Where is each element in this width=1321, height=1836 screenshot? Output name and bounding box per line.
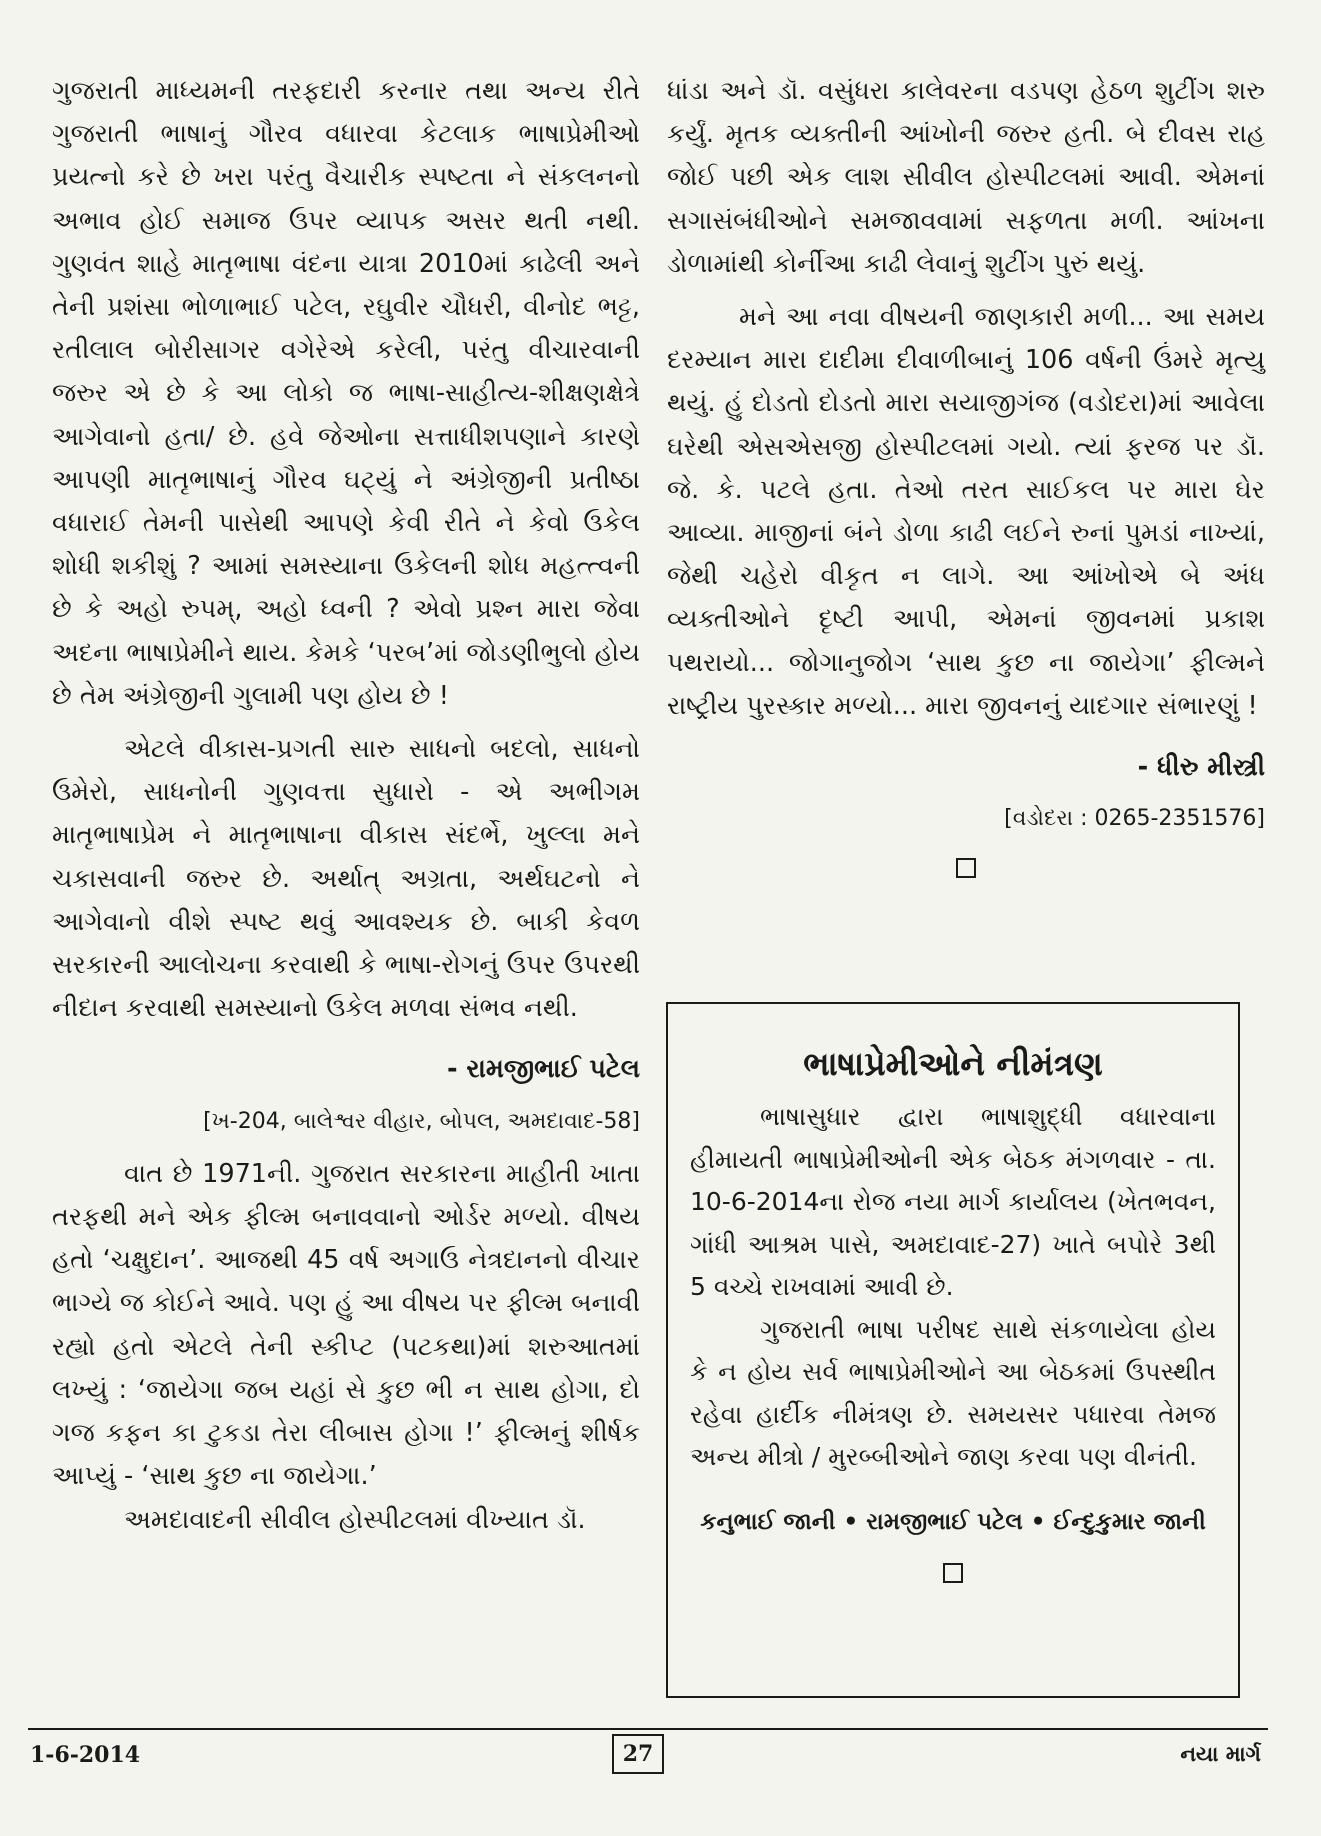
right-column [667,70,1265,878]
article-paragraph: મને આ નવા વીષયની જાણકારી મળી... આ સમય દરમ્યાન મારા દાદીમા દીવાળીબાનું 106 વર્ષની ઉંમરે મૃત્યુ થયું. હું દોડતો દોડતો મારા સયાજીગંજ (વડોદરા)માં આવેલા ઘરેથી એસએસજી હોસ્પીટલમાં ગયો. ત્યાં ફરજ પર ડૉ. જે. કે. પટલે હતા. તેઓ તરત સાઈકલ પર મારા ઘેર આવ્યા. માજીનાં બંને ડોળા કાઢી લઈને રુનાં પુમડાં નાખ્યાં, જેથી ચહેરો વીકૃત ન લાગે. આ આંખોએ બે અંધ વ્યક્તીઓને દૃષ્ટી આપી, એમનાં જીવનમાં પ્રકાશ પથરાયો... જોગાનુજોગ ‘સાથ કુછ ના જાયેગા’ ફીલ્મને રાષ્ટ્રીય પુરસ્કાર મળ્યો... મારા જીવનનું યાદગાર સંભારણું ! [667,302,1265,721]
article-paragraph: ધાંડા અને ડૉ. વસુંધરા કાલેવરના વડપણ હેઠળ શુટીંગ શરુ કર્યું. મૃતક વ્યક્તીની આંખોની જરુર હતી. બે દીવસ રાહ જોઈ પછી એક લાશ સીવીલ હોસ્પીટલમાં આવી. એમનાં સગાસંબંધીઓને સમજાવવામાં સફળતા મળી. આંખના ડોળામાંથી કોર્નીઆ કાઢી લેવાનું શુટીંગ પુરું થયું. [667,76,1265,279]
article-paragraph: વાત છે 1971ની. ગુજરાત સરકારના માહીતી ખાતા તરફથી મને એક ફીલ્મ બનાવવાનો ઓર્ડર મળ્યો. વીષય હતો ‘ચક્ષુદાન’. આજથી 45 વર્ષ અગાઉ નેત્રદાનનો વીચાર ભાગ્યે જ કોઈને આવે. પણ હું આ વીષય પર ફીલ્મ બનાવી રહ્યો હતો એટલે તેની સ્કીપ્ટ (પટકથા)માં શરુઆતમાં લખ્યું : ‘જાયેગા જબ યહાં સે કુછ ભી ન સાથ હોગા, દો ગજ કફન કા ટુકડા તેરા લીબાસ હોગા !’ ફીલ્મનું શીર્ષક આપ્યું - ‘સાથ કુછ ના જાયેગા.’ [52,1158,640,1492]
article-paragraph: અમદાવાદની સીવીલ હોસ્પીટલમાં વીખ્યાત ડૉ. [124,1504,586,1535]
author-address: [વડોદરા : 0265-2351576] [1004,806,1265,832]
invitation-notice-box [666,1002,1240,1698]
section-end-square-icon [956,858,976,878]
notice-signatories: કનુભાઈ જાની • રામજીભાઈ પટેલ • ઈન્દુકુમાર જાની [700,1508,1206,1535]
notice-title: ભાષાપ્રેમીઓને નીમંત્રણ [803,1044,1103,1083]
notice-paragraph: ગુજરાતી ભાષા પરીષદ સાથે સંકળાયેલા હોય કે ન હોય સર્વ ભાષાપ્રેમીઓને આ બેઠકમાં ઉપસ્થીત રહેવા હાર્દીક નીમંત્રણ છે. સમયસર પધારવા તેમજ અન્ય મીત્રો / મુરબ્બીઓને જાણ કરવા પણ વીનંતી. [690,1314,1216,1471]
magazine-name: નયા માર્ગ [1180,1742,1261,1766]
notice-paragraph: ભાષાસુધાર દ્વારા ભાષાશુદ્ધી વધારવાના હીમાયતી ભાષાપ્રેમીઓની એક બેઠક મંગળવાર - તા. 10-6-2014ના રોજ નયા માર્ગ કાર્યાલય (ખેતભવન, ગાંધી આશ્રમ પાસે, અમદાવાદ-27) ખાતે બપોરે 3થી 5 વચ્ચે રાખવામાં આવી છે. [690,1102,1216,1301]
article-paragraph: એટલે વીકાસ-પ્રગતી સારુ સાધનો બદલો, સાધનો ઉમેરો, સાધનોની ગુણવત્તા સુધારો - એ અભીગમ માતૃભાષાપ્રેમ ને માતૃભાષાના વીકાસ સંદર્ભે, ખુલ્લા મને ચકાસવાની જરુર છે. અર્થાત્ અગ્રતા, અર્થઘટનો ને આગેવાનો વીશે સ્પષ્ટ થવું આવશ્યક છે. બાકી કેવળ સરકારની આલોચના કરવાથી કે ભાષા-રોગનું ઉપર ઉપરથી નીદાન કરવાથી સમસ્યાનો ઉકેલ મળવા સંભવ નથી. [52,734,640,1024]
author-address: [ખ-204, બાલેશ્વર વીહાર, બોપલ, અમદાવાદ-58] [203,1108,640,1134]
page-number: 27 [612,1734,664,1774]
section-end-square-icon [943,1563,963,1583]
author-signature: - રામજીભાઈ પટેલ [446,1054,640,1085]
footer-rule [28,1728,1268,1730]
left-column [52,70,640,1542]
footer-date: 1-6-2014 [30,1742,141,1768]
article-paragraph: ગુજરાતી માધ્યમની તરફદારી કરનાર તથા અન્ય રીતે ગુજરાતી ભાષાનું ગૌરવ વધારવા કેટલાક ભાષાપ્રેમીઓ પ્રયત્નો કરે છે ખરા પરંતુ વૈચારીક સ્પષ્ટતા ને સંકલનનો અભાવ હોઈ સમાજ ઉપર વ્યાપક અસર થતી નથી. ગુણવંત શાહે માતૃભાષા વંદના યાત્રા 2010માં કાઢેલી અને તેની પ્રશંસા ભોળાભાઈ પટેલ, રઘુવીર ચૌધરી, વીનોદ ભટ્ટ, રતીલાલ બોરીસાગર વગેરેએ કરેલી, પરંતુ વીચારવાની જરુર એ છે કે આ લોકો જ ભાષા-સાહીત્ય-શીક્ષણક્ષેત્રે આગેવાનો હતા/ છે. હવે જેઓના સત્તાધીશપણાને કારણે આપણી માતૃભાષાનું ગૌરવ ઘટ્યું ને અંગ્રેજીની પ્રતીષ્ઠા વધારાઈ તેમની પાસેથી આપણે કેવી રીતે ને કેવો ઉકેલ શોધી શકીશું ? આમાં સમસ્યાના ઉકેલની શોધ મહત્ત્વની છે કે અહો રુપમ્, અહો ધ્વની ? એવો પ્રશ્ન મારા જેવા અદના ભાષાપ્રેમીને થાય. કેમકે ‘પરબ’માં જોડણીભુલો હોય છે તેમ અંગ્રેજીની ગુલામી પણ હોય છે ! [52,76,640,711]
author-signature: - ધીરુ મીસ્ત્રી [1137,752,1265,783]
